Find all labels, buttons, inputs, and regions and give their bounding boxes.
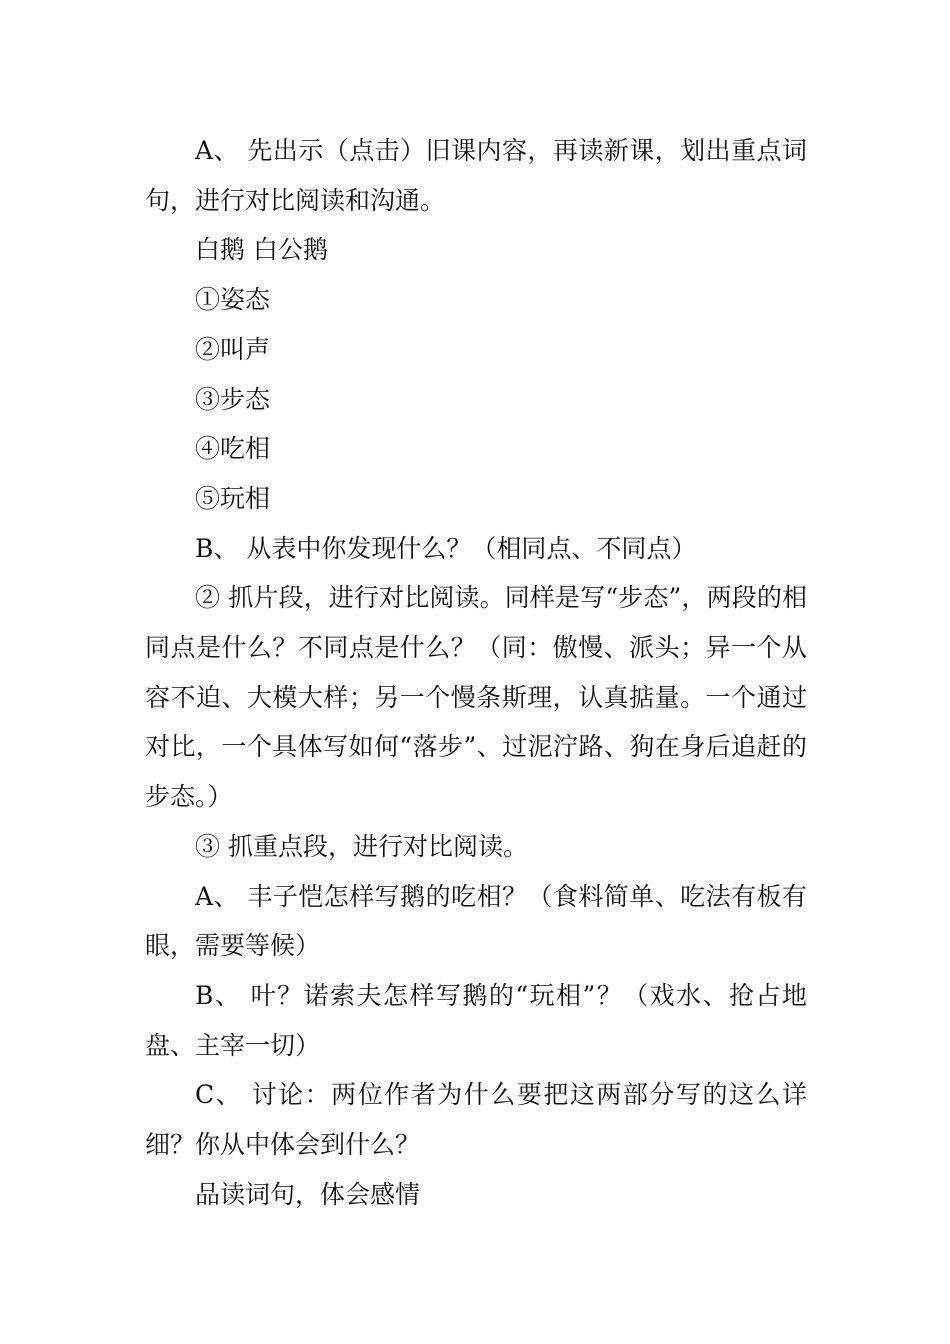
list-item-posture: ①姿态 xyxy=(195,285,271,315)
paragraph-table-header: 白鹅 白公鹅 xyxy=(195,235,328,265)
paragraph-b-question: B、 从表中你发现什么？（相同点、不同点） xyxy=(195,533,697,563)
list-item-gait: ③步态 xyxy=(195,384,271,414)
paragraph-a-eating: A、 丰子恺怎样写鹅的吃相？（食料简单、吃法有板有眼，需要等候） xyxy=(145,881,807,961)
paragraph-a-intro: A、 先出示（点击）旧课内容，再读新课，划出重点词句，进行对比阅读和沟通。 xyxy=(145,136,807,215)
document-body xyxy=(145,126,807,1219)
paragraph-key-section: ③ 抓重点段，进行对比阅读。 xyxy=(195,831,528,861)
list-item-call: ②叫声 xyxy=(195,334,271,364)
paragraph-gait-comparison: ② 抓片段，进行对比阅读。同样是写“步态”，两段的相同点是什么？不同点是什么？（同：傲慢、派头；异一个从容不迫、大模大样；另一个慢条斯理，认真掂量。一个通过对比，一个具体写如何“落步”、过泥泞路、狗在身后追赶的步态。） xyxy=(145,583,807,812)
paragraph-reading-words: 品读词句，体会感情 xyxy=(195,1179,421,1209)
list-item-playing: ⑤玩相 xyxy=(195,483,271,513)
paragraph-b-playing: B、 叶？诺索夫怎样写鹅的“玩相”？（戏水、抢占地盘、主宰一切） xyxy=(145,980,807,1060)
list-item-eating: ④吃相 xyxy=(195,434,271,464)
paragraph-c-discussion: C、 讨论：两位作者为什么要把这两部分写的这么详细？你从中体会到什么？ xyxy=(145,1080,807,1160)
